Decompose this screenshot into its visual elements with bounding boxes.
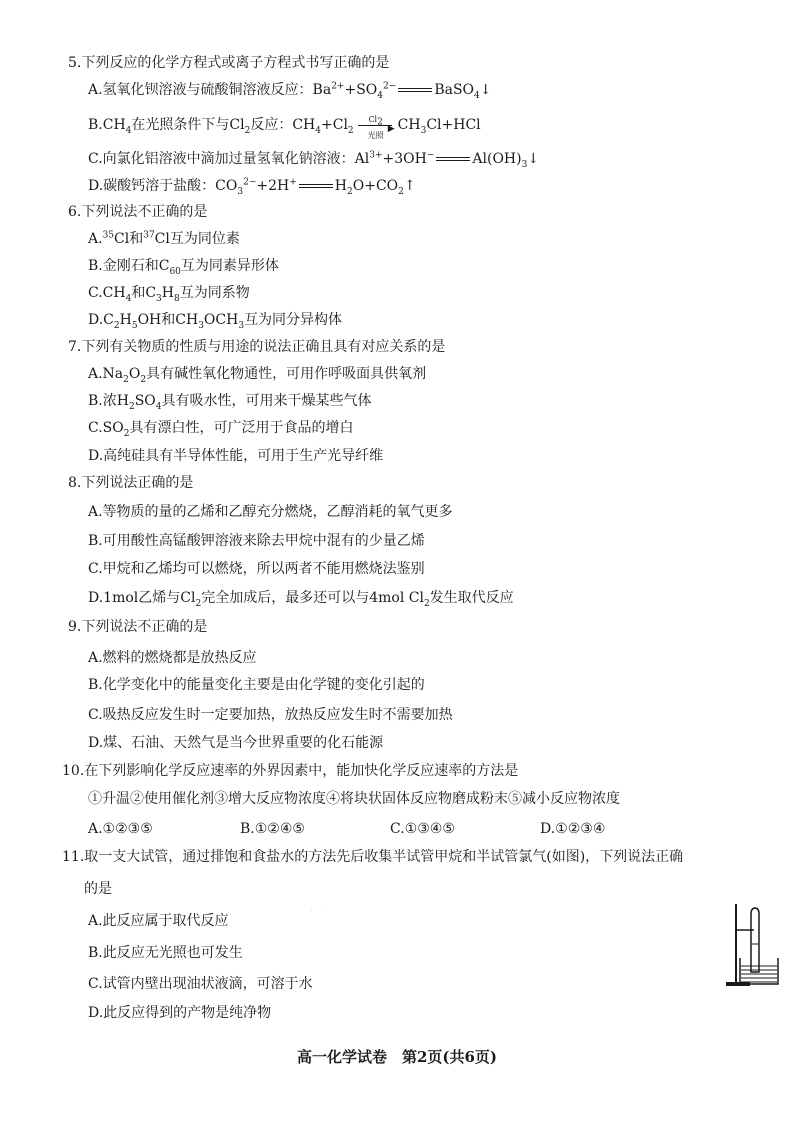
question-6-option-b: B.金刚石和$C_{60}$互为同素异形体 — [88, 258, 279, 277]
question-5-option-a: A.氢氧化钡溶液与硫酸铜溶液反应：$Ba^{2+}+SO_4^{2-}$ BaSO$_4$↓ — [88, 81, 492, 101]
question-9-option-a: A.燃料的燃烧都是放热反应 — [88, 650, 257, 666]
question-10-conditions: ①升温②使用催化剂③增大反应物浓度④将块状固体反应物磨成粉末⑤减小反应物浓度 — [88, 791, 620, 807]
question-5-option-d: D.碳酸钙溶于盐酸：$CO_3^{2-}+2H^+$ $H_2O+CO_2↑$ — [88, 177, 416, 197]
question-10-stem: 10.在下列影响化学反应速率的外界因素中，能加快化学反应速率的方法是 — [62, 763, 519, 779]
question-7-option-a: $A.Na_2O_2$具有碱性氧化物通性，可用作呼吸面具供氧剂 — [88, 366, 427, 385]
question-7-option-d: D.高纯硅具有半导体性能，可用于生产光导纤维 — [88, 448, 384, 464]
reaction-arrow-icon: $Cl_2$ ▶ 光照 — [356, 115, 396, 135]
question-10-option-c: C.①③④⑤ — [390, 821, 455, 837]
question-6-option-a: A.$^{35}$Cl和$^{37}$Cl互为同位素 — [88, 230, 240, 247]
question-10-option-d: D.①②③④ — [540, 821, 606, 837]
question-11-stem-continued: 的是 — [84, 881, 112, 897]
question-8-option-b: B.可用酸性高锰酸钾溶液来除去甲烷中混有的少量乙烯 — [88, 533, 425, 549]
question-8-option-c: C.甲烷和乙烯均可以燃烧，所以两者不能用燃烧法鉴别 — [88, 561, 425, 577]
question-7-option-c: $C.SO_2$具有漂白性，可广泛用于食品的增白 — [88, 420, 354, 439]
question-5-option-b: $B.CH_4$在光照条件下与$Cl_2$反应：$CH_4+Cl_2$ $Cl_2$ ▶ 光照 $CH_3Cl+HCl$ — [88, 115, 481, 140]
question-11-stem: 11.取一支大试管，通过排饱和食盐水的方法先后收集半试管甲烷和半试管氯气(如图)，下列说法正确 — [62, 849, 684, 865]
scan-specks: · · — [310, 906, 327, 915]
apparatus-figure — [722, 900, 782, 990]
question-5-option-c: C.向氯化铝溶液中滴加过量氢氧化钠溶液：$Al^{3+}+3OH^-$ $Al(OH)_3↓$ — [88, 150, 540, 170]
page-footer: 高一化学试卷 第2页(共6页) — [296, 1048, 498, 1066]
question-11-option-b: B.此反应无光照也可发生 — [88, 945, 243, 961]
question-11-option-a: A.此反应属于取代反应 — [88, 913, 229, 929]
equals-arrow-icon — [299, 184, 333, 188]
question-9-stem: 9.下列说法不正确的是 — [68, 619, 208, 635]
equals-arrow-icon — [398, 88, 432, 92]
question-8-stem: 8.下列说法正确的是 — [68, 475, 194, 491]
question-8-option-d: D.1mol乙烯与$Cl_2$完全加成后，最多还可以与4mol $Cl_2$发生取代反应 — [88, 590, 514, 609]
question-9-option-d: D.煤、石油、天然气是当今世界重要的化石能源 — [88, 735, 384, 751]
question-9-option-c: C.吸热反应发生时一定要加热，放热反应发生时不需要加热 — [88, 707, 453, 723]
question-11-option-c: C.试管内壁出现油状液滴，可溶于水 — [88, 976, 313, 992]
question-6-stem: 6.下列说法不正确的是 — [68, 204, 208, 220]
question-10-option-b: B.①②④⑤ — [240, 821, 305, 837]
question-7-option-b: B.浓$H_2SO_4$具有吸水性，可用来干燥某些气体 — [88, 393, 372, 412]
question-5-stem: 5.下列反应的化学方程式或离子方程式书写正确的是 — [68, 55, 390, 71]
question-10-option-a: A.①②③⑤ — [88, 821, 153, 837]
question-6-option-c: $C.CH_4$和$C_3H_8$互为同系物 — [88, 285, 250, 304]
question-9-option-b: B.化学变化中的能量变化主要是由化学键的变化引起的 — [88, 677, 425, 693]
question-7-stem: 7.下列有关物质的性质与用途的说法正确且具有对应关系的是 — [68, 339, 446, 355]
question-6-option-d: $D.C_2H_5OH$和$CH_3OCH_3$互为同分异构体 — [88, 312, 343, 331]
question-11-option-d: D.此反应得到的产物是纯净物 — [88, 1005, 272, 1021]
question-8-option-a: A.等物质的量的乙烯和乙醇充分燃烧，乙醇消耗的氧气更多 — [88, 504, 453, 520]
equals-arrow-icon — [436, 157, 470, 161]
